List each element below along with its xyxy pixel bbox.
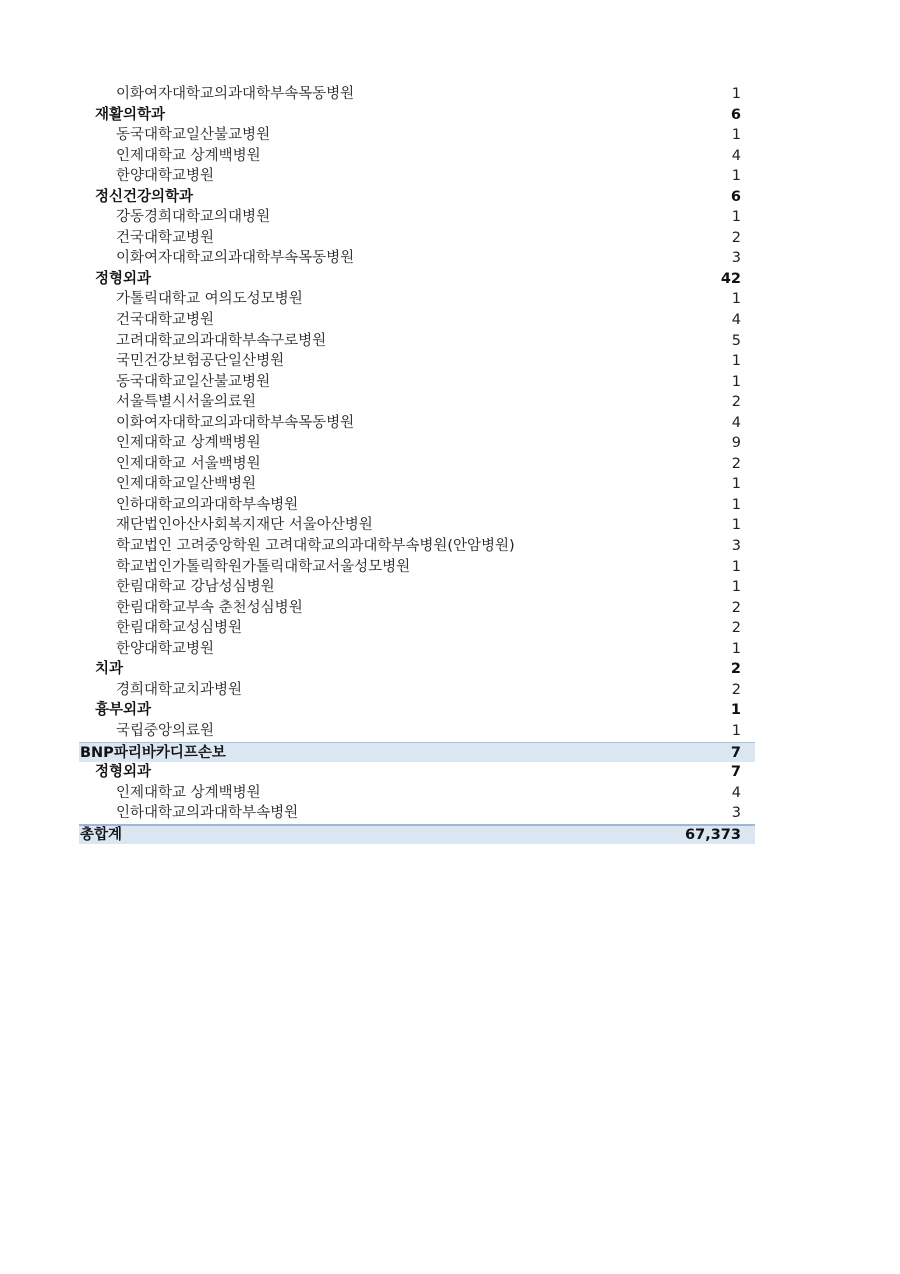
hospital-count: 1 bbox=[731, 86, 741, 102]
hospital-name: 인제대학교 상계백병원 bbox=[116, 435, 261, 452]
department-count: 7 bbox=[730, 764, 741, 781]
hospital-count: 4 bbox=[731, 784, 741, 801]
department-count: 42 bbox=[720, 270, 741, 287]
hospital-name: 인하대학교의과대학부속병원 bbox=[116, 496, 299, 513]
hospital-row bbox=[79, 310, 755, 331]
hospital-count: 1 bbox=[731, 353, 741, 370]
department-count: 1 bbox=[730, 702, 741, 719]
department-row bbox=[79, 187, 755, 208]
table-body bbox=[79, 84, 755, 824]
hospital-row bbox=[79, 721, 755, 742]
hospital-count: 4 bbox=[731, 414, 741, 431]
hospital-count: 1 bbox=[731, 517, 741, 534]
hospital-row bbox=[79, 454, 755, 475]
hospital-name: 건국대학교병원 bbox=[116, 229, 215, 246]
hospital-name: 서울특별시서울의료원 bbox=[116, 394, 257, 411]
department-name: 치과 bbox=[95, 661, 124, 678]
hospital-count: 1 bbox=[731, 168, 741, 185]
hospital-row bbox=[79, 413, 755, 434]
hospital-row bbox=[79, 536, 755, 557]
hospital-count: 1 bbox=[731, 127, 741, 144]
hospital-count: 1 bbox=[731, 558, 741, 575]
hospital-row bbox=[79, 495, 755, 516]
hospital-row bbox=[79, 331, 755, 352]
hospital-name: 인제대학교 상계백병원 bbox=[116, 784, 261, 801]
department-count: 6 bbox=[730, 188, 741, 205]
grand-total-row bbox=[79, 824, 755, 845]
hospital-name: 재단법인아산사회복지재단 서울아산병원 bbox=[116, 517, 373, 534]
department-row bbox=[79, 269, 755, 290]
hospital-row bbox=[79, 618, 755, 639]
hospital-name: 한림대학교부속 춘천성심병원 bbox=[116, 599, 303, 616]
hospital-name: 인제대학교 상계백병원 bbox=[116, 147, 261, 164]
hospital-row bbox=[79, 392, 755, 413]
department-name: 흉부외과 bbox=[95, 702, 152, 719]
hospital-name: 인제대학교일산백병원 bbox=[116, 476, 257, 493]
hospital-row bbox=[79, 433, 755, 454]
hospital-name: 국민건강보험공단일산병원 bbox=[116, 353, 285, 370]
hospital-row bbox=[79, 289, 755, 310]
hospital-count: 4 bbox=[731, 147, 741, 164]
hospital-name: 한림대학교성심병원 bbox=[116, 620, 243, 637]
hospital-name: 인제대학교 서울백병원 bbox=[116, 455, 261, 472]
hospital-count: 1 bbox=[731, 722, 741, 739]
hospital-row bbox=[79, 125, 755, 146]
hospital-name: 한양대학교병원 bbox=[116, 168, 215, 185]
hospital-count: 1 bbox=[731, 579, 741, 596]
hospital-row bbox=[79, 598, 755, 619]
hospital-count: 1 bbox=[731, 640, 741, 657]
hospital-count-table bbox=[79, 84, 755, 844]
hospital-count: 4 bbox=[731, 312, 741, 329]
hospital-name: 동국대학교일산불교병원 bbox=[116, 127, 271, 144]
hospital-row bbox=[79, 474, 755, 495]
hospital-count: 2 bbox=[731, 599, 741, 616]
hospital-count: 2 bbox=[731, 620, 741, 637]
hospital-row bbox=[79, 84, 755, 105]
hospital-name: 가톨릭대학교 여의도성모병원 bbox=[116, 291, 303, 308]
hospital-name: 한림대학교 강남성심병원 bbox=[116, 579, 275, 596]
hospital-name: 경희대학교치과병원 bbox=[116, 681, 243, 698]
hospital-name: 이화여자대학교의과대학부속목동병원 bbox=[116, 86, 355, 102]
grand-total-value: 67,373 bbox=[685, 826, 741, 843]
hospital-count: 3 bbox=[731, 538, 741, 555]
hospital-name: 강동경희대학교의대병원 bbox=[116, 209, 271, 226]
hospital-count: 2 bbox=[731, 394, 741, 411]
hospital-name: 동국대학교일산불교병원 bbox=[116, 373, 271, 390]
hospital-name: 건국대학교병원 bbox=[116, 312, 215, 329]
insurer-row bbox=[79, 742, 755, 763]
hospital-row bbox=[79, 803, 755, 824]
hospital-count: 1 bbox=[731, 496, 741, 513]
department-row bbox=[79, 659, 755, 680]
hospital-name: 한양대학교병원 bbox=[116, 640, 215, 657]
hospital-name: 고려대학교의과대학부속구로병원 bbox=[116, 332, 327, 349]
hospital-row bbox=[79, 557, 755, 578]
hospital-count: 3 bbox=[731, 250, 741, 267]
department-count: 2 bbox=[730, 661, 741, 678]
hospital-row bbox=[79, 146, 755, 167]
grand-total-label: 총합계 bbox=[80, 826, 123, 843]
department-name: 정형외과 bbox=[95, 270, 152, 287]
hospital-row bbox=[79, 783, 755, 804]
hospital-row bbox=[79, 372, 755, 393]
hospital-row bbox=[79, 577, 755, 598]
hospital-row bbox=[79, 515, 755, 536]
hospital-name: 이화여자대학교의과대학부속목동병원 bbox=[116, 414, 355, 431]
hospital-row bbox=[79, 639, 755, 660]
hospital-row bbox=[79, 228, 755, 249]
department-row bbox=[79, 762, 755, 783]
hospital-count: 1 bbox=[731, 291, 741, 308]
department-row bbox=[79, 105, 755, 126]
hospital-row bbox=[79, 351, 755, 372]
hospital-name: 이화여자대학교의과대학부속목동병원 bbox=[116, 250, 355, 267]
hospital-row bbox=[79, 680, 755, 701]
hospital-name: 학교법인가톨릭학원가톨릭대학교서울성모병원 bbox=[116, 558, 411, 575]
hospital-row bbox=[79, 207, 755, 228]
department-name: 재활의학과 bbox=[95, 106, 166, 123]
hospital-count: 2 bbox=[731, 681, 741, 698]
hospital-row bbox=[79, 166, 755, 187]
hospital-count: 1 bbox=[731, 476, 741, 493]
hospital-count: 3 bbox=[731, 805, 741, 822]
hospital-name: 학교법인 고려중앙학원 고려대학교의과대학부속병원(안암병원) bbox=[116, 538, 515, 555]
department-count: 6 bbox=[730, 106, 741, 123]
hospital-count: 5 bbox=[731, 332, 741, 349]
hospital-count: 1 bbox=[731, 373, 741, 390]
hospital-name: 인하대학교의과대학부속병원 bbox=[116, 805, 299, 822]
department-name: 정신건강의학과 bbox=[95, 188, 194, 205]
hospital-count: 1 bbox=[731, 209, 741, 226]
hospital-count: 9 bbox=[731, 435, 741, 452]
department-row bbox=[79, 700, 755, 721]
department-name: 정형외과 bbox=[95, 764, 152, 781]
insurer-count: 7 bbox=[730, 744, 741, 761]
hospital-count: 2 bbox=[731, 229, 741, 246]
hospital-count: 2 bbox=[731, 455, 741, 472]
insurer-name: BNP파리바카디프손보 bbox=[80, 744, 226, 761]
hospital-row bbox=[79, 248, 755, 269]
hospital-name: 국립중앙의료원 bbox=[116, 722, 215, 739]
